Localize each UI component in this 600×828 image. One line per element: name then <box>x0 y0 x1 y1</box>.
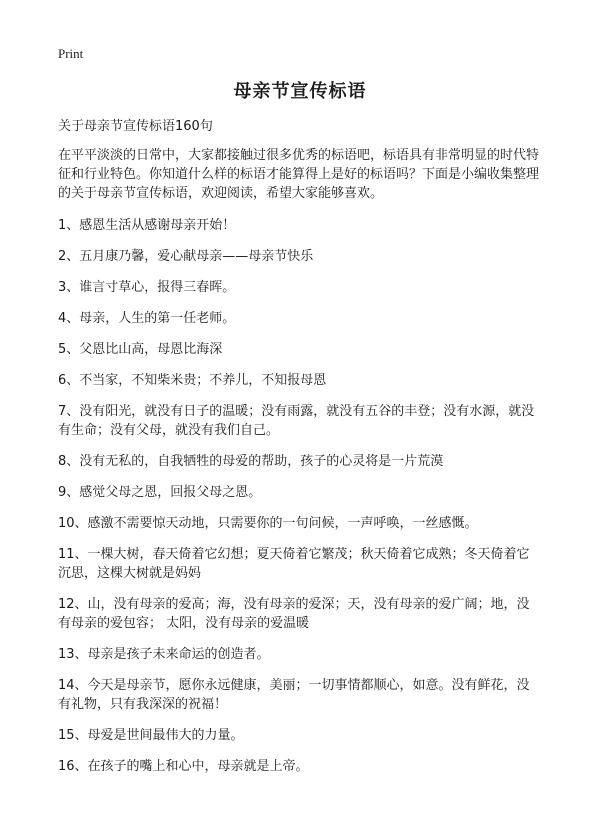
list-item: 5、父恩比山高，母恩比海深 <box>58 342 223 357</box>
list-item: 6、不当家，不知柴米贵；不养儿，不知报母恩 <box>58 373 327 388</box>
list-item: 8、没有无私的，自我牺牲的母爱的帮助，孩子的心灵将是一片荒漠 <box>58 454 444 469</box>
list-item: 14、今天是母亲节，愿你永远健康，美丽；一切事情都顺心，如意。没有鲜花，没有礼物，只有我深深的祝福！ <box>58 678 530 712</box>
list-item: 13、母亲是孩子未来命运的创造者。 <box>58 647 270 662</box>
list-item: 9、感觉父母之恩，回报父母之恩。 <box>58 485 262 500</box>
list-item: 16、在孩子的嘴上和心中，母亲就是上帝。 <box>58 759 309 774</box>
list-item: 2、五月康乃馨，爱心献母亲——母亲节快乐 <box>58 249 314 264</box>
slogan-list <box>58 216 542 776</box>
list-item: 4、母亲，人生的第一任老师。 <box>58 311 236 326</box>
list-item: 7、没有阳光，就没有日子的温暖；没有雨露，就没有五谷的丰登；没有水源，就没有生命；没有父母，就没有我们自己。 <box>58 404 535 438</box>
intro-paragraph: 在平平淡淡的日常中，大家都接触过很多优秀的标语吧，标语具有非常明显的时代特征和行业特色。你知道什么样的标语才能算得上是好的标语吗？下面是小编收集整理的关于母亲节宣传标语，欢迎阅读，希望大家能够喜欢。 <box>58 148 540 201</box>
list-item: 15、母爱是世间最伟大的力量。 <box>58 728 244 743</box>
list-item: 10、感激不需要惊天动地，只需要你的一句问候，一声呼唤，一丝感慨。 <box>58 516 478 531</box>
list-item: 12、山，没有母亲的爱高；海，没有母亲的爱深；天，没有母亲的爱广阔；地，没有母亲的爱包容； 太阳，没有母亲的爱温暖 <box>58 597 530 631</box>
page-title: 母亲节宣传标语 <box>233 81 367 102</box>
document-subtitle: 关于母亲节宣传标语160句 <box>58 119 213 134</box>
list-item: 3、谁言寸草心，报得三春晖。 <box>58 280 236 295</box>
print-link[interactable]: Print <box>58 46 84 61</box>
list-item: 1、感恩生活从感谢母亲开始！ <box>58 218 236 233</box>
list-item: 11、一棵大树，春天倚着它幻想；夏天倚着它繁茂；秋天倚着它成熟；冬天倚着它沉思，这棵大树就是妈妈 <box>58 547 530 581</box>
